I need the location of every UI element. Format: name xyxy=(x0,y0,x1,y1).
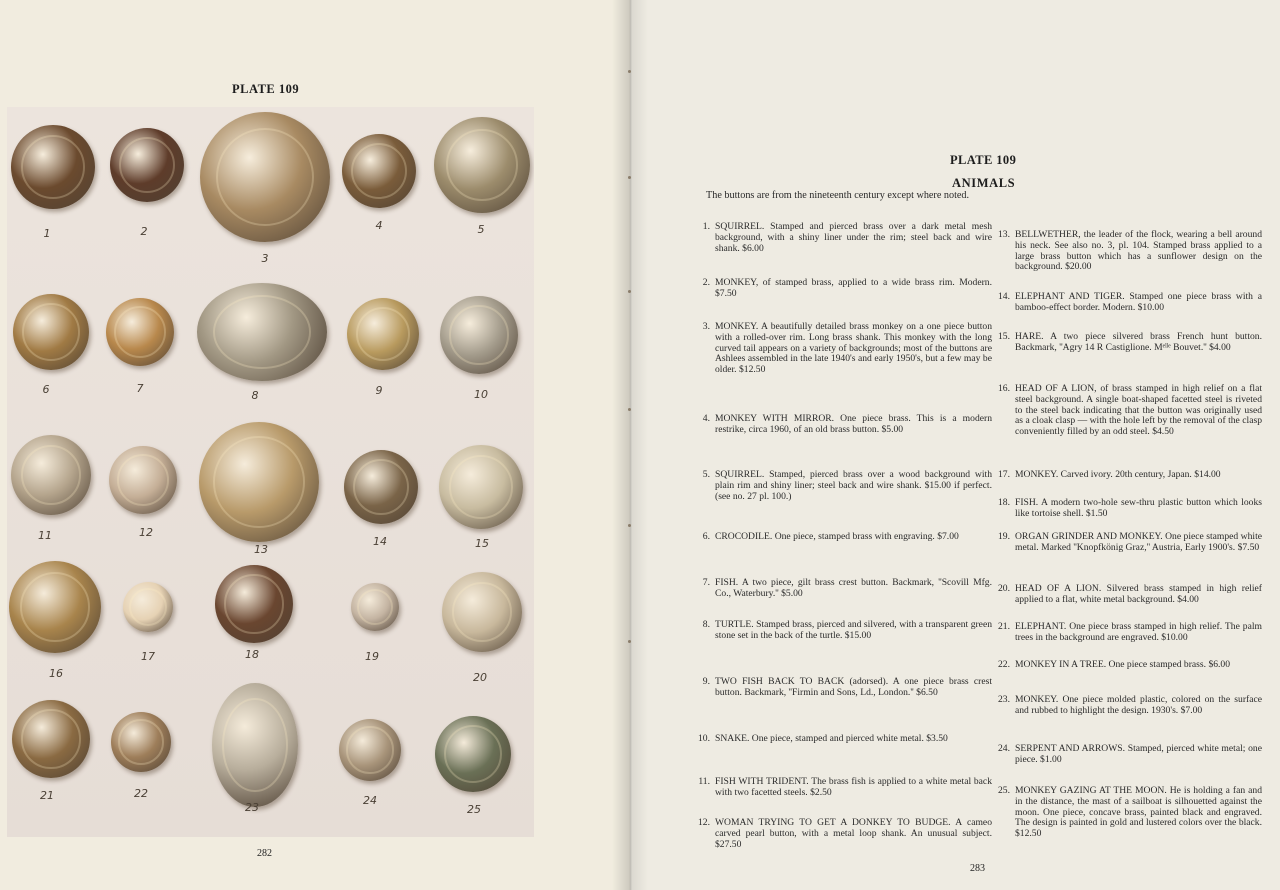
section-title: ANIMALS xyxy=(952,176,1016,190)
entry-text: MONKEY IN A TREE. One piece stamped brass. $6.00 xyxy=(1015,659,1231,670)
button-number: 18 xyxy=(245,648,259,661)
button-image xyxy=(111,712,171,772)
button-number: 25 xyxy=(467,803,481,816)
entry-number: 8. xyxy=(702,619,710,630)
entry-4 xyxy=(692,414,992,436)
entry-text: FISH. A two piece, gilt brass crest button. Backmark, ''Scovill Mfg. Co., Waterbury.'' $5.00 xyxy=(715,577,992,599)
button-image xyxy=(11,435,91,515)
entry-text: TURTLE. Stamped brass, pierced and silvered, with a transparent green stone set in the back of the turtle. $15.00 xyxy=(715,619,992,641)
entry-13 xyxy=(992,230,1262,273)
entry-number: 23. xyxy=(998,694,1010,705)
button-image xyxy=(9,561,101,653)
button-image xyxy=(439,445,523,529)
left-page xyxy=(0,0,630,890)
page-number-right: 283 xyxy=(970,863,985,874)
button-image xyxy=(351,583,399,631)
button-number: 19 xyxy=(365,650,379,663)
entry-text: SQUIRREL. Stamped, pierced brass over a wood background with plain rim and shiny liner; steel back and wire shank. $15.00 if perfect. (see no. 27 pl. 100.) xyxy=(715,469,992,502)
entry-number: 6. xyxy=(702,531,710,542)
entry-18 xyxy=(992,498,1262,520)
entry-text: MONKEY. Carved ivory. 20th century, Japan. $14.00 xyxy=(1015,469,1221,480)
button-number: 14 xyxy=(373,535,387,548)
button-number: 16 xyxy=(49,667,63,680)
entry-text: WOMAN TRYING TO GET A DONKEY TO BUDGE. A cameo carved pearl button, with a metal loop shank. An unusual subject. $27.50 xyxy=(715,817,992,850)
entry-25 xyxy=(992,786,1262,840)
button-number: 9 xyxy=(375,384,383,397)
button-image xyxy=(123,582,173,632)
button-number: 5 xyxy=(477,223,485,236)
binding-hole xyxy=(628,408,631,411)
entry-text: CROCODILE. One piece, stamped brass with engraving. $7.00 xyxy=(715,531,959,542)
entry-15 xyxy=(992,332,1262,354)
entry-number: 17. xyxy=(998,469,1010,480)
binding-hole xyxy=(628,290,631,293)
entry-number: 14. xyxy=(998,291,1010,302)
button-image xyxy=(11,125,95,209)
intro-text: The buttons are from the nineteenth century except where noted. xyxy=(706,190,970,201)
plate-title: PLATE 109 xyxy=(950,153,1017,167)
button-number: 20 xyxy=(473,671,487,684)
button-image xyxy=(347,298,419,370)
button-image xyxy=(197,283,327,381)
entry-24 xyxy=(992,744,1262,766)
entry-text: SQUIRREL. Stamped and pierced brass over a dark metal mesh background, with a shiny liner under the rim; steel back and wire shank. $6.00 xyxy=(715,221,992,254)
button-number: 13 xyxy=(254,543,268,556)
button-image xyxy=(110,128,184,202)
button-number: 11 xyxy=(38,529,52,542)
entry-text: FISH. A modern two-hole sew-thru plastic button which looks like tortoise shell. $1.50 xyxy=(1015,497,1262,519)
button-image xyxy=(212,683,298,808)
entry-number: 25. xyxy=(998,785,1010,796)
entry-1 xyxy=(692,222,992,254)
entry-23 xyxy=(992,695,1262,717)
button-number: 6 xyxy=(42,383,50,396)
entry-text: ELEPHANT AND TIGER. Stamped one piece brass with a bamboo-effect border. Modern. $10.00 xyxy=(1015,291,1262,313)
entry-text: HEAD OF A LION, of brass stamped in high relief on a flat steel background. A single boat-shaped facetted steel is riveted to the steel back indicating that the button was originally used as a cloak clasp — with the hole left by the removal of the clasp conveniently filled by an odd steel. $4.50 xyxy=(1015,383,1262,438)
button-image xyxy=(440,296,518,374)
entry-number: 1. xyxy=(702,221,710,232)
button-number: 2 xyxy=(140,225,148,238)
entry-number: 9. xyxy=(702,676,710,687)
button-image xyxy=(339,719,401,781)
button-number: 24 xyxy=(363,794,377,807)
entry-text: HEAD OF A LION. Silvered brass stamped in high relief applied to a flat, white metal background. $4.00 xyxy=(1015,583,1262,605)
entry-8 xyxy=(692,620,992,642)
entry-text: MONKEY WITH MIRROR. One piece brass. This is a modern restrike, circa 1960, of an old brass button. $5.00 xyxy=(715,413,992,435)
button-image xyxy=(200,112,330,242)
entry-number: 13. xyxy=(998,229,1010,240)
entry-3 xyxy=(692,322,992,376)
entry-21 xyxy=(992,622,1262,644)
entry-number: 24. xyxy=(998,743,1010,754)
binding-hole xyxy=(628,176,631,179)
button-image xyxy=(13,294,89,370)
book-gutter xyxy=(612,0,648,890)
right-page xyxy=(630,0,1280,890)
entry-20 xyxy=(992,584,1262,606)
button-image xyxy=(106,298,174,366)
button-image xyxy=(435,716,511,792)
entry-number: 7. xyxy=(702,577,710,588)
button-image xyxy=(109,446,177,514)
entry-number: 4. xyxy=(702,413,710,424)
plate-heading: PLATE 109 xyxy=(232,82,300,96)
entry-text: ELEPHANT. One piece brass stamped in high relief. The palm trees in the background are engraved. $10.00 xyxy=(1015,621,1262,643)
entry-9 xyxy=(692,677,992,699)
button-image xyxy=(342,134,416,208)
entry-text: BELLWETHER, the leader of the flock, wearing a bell around his neck. See also no. 3, pl. 104. Stamped brass applied to a large brass button which has a sunflower design on the background. $20.00 xyxy=(1015,229,1262,273)
entry-6 xyxy=(692,532,992,543)
button-photo xyxy=(7,107,534,837)
button-image xyxy=(344,450,418,524)
entry-number: 11. xyxy=(698,776,710,787)
button-number: 7 xyxy=(136,382,144,395)
entry-10 xyxy=(692,734,992,745)
entry-number: 12. xyxy=(698,817,710,828)
button-image xyxy=(12,700,90,778)
button-image xyxy=(434,117,530,213)
entry-number: 20. xyxy=(998,583,1010,594)
entry-text: MONKEY, of stamped brass, applied to a wide brass rim. Modern. $7.50 xyxy=(715,277,992,299)
binding-hole xyxy=(628,524,631,527)
entry-text: SNAKE. One piece, stamped and pierced white metal. $3.50 xyxy=(715,733,948,744)
button-number: 23 xyxy=(245,801,259,814)
entry-text: MONKEY GAZING AT THE MOON. He is holding a fan and in the distance, the mast of a sailboat is silhouetted against the moon. One piece, concave brass, painted black and engraved. The design is painted in gold and lustered colors over the black. $12.50 xyxy=(1015,785,1262,840)
binding-hole xyxy=(628,640,631,643)
entry-number: 19. xyxy=(998,531,1010,542)
button-number: 15 xyxy=(475,537,489,550)
entry-5 xyxy=(692,470,992,502)
entry-17 xyxy=(992,470,1262,481)
entry-number: 15. xyxy=(998,331,1010,342)
button-number: 8 xyxy=(251,389,259,402)
entry-11 xyxy=(692,777,992,799)
button-image xyxy=(215,565,293,643)
entry-text: FISH WITH TRIDENT. The brass fish is applied to a white metal back with two facetted steels. $2.50 xyxy=(715,776,992,798)
entry-number: 5. xyxy=(702,469,710,480)
entry-number: 21. xyxy=(998,621,1010,632)
entry-22 xyxy=(992,660,1262,671)
entry-16 xyxy=(992,384,1262,438)
button-number: 22 xyxy=(134,787,148,800)
entry-text: MONKEY. A beautifully detailed brass monkey on a one piece button with a rolled-over rim. Long brass shank. This monkey with the long curved tail appears on a variety of backgrounds; most of the buttons are Ashlees assembled in the late 1940's and early 1950's, but a few may be older. $12.50 xyxy=(715,321,992,376)
button-number: 3 xyxy=(261,252,269,265)
entry-text: ORGAN GRINDER AND MONKEY. One piece stamped white metal. Marked ''Knopfkönig Graz,'' Austria, Early 1900's. $7.50 xyxy=(1015,531,1262,553)
page-number-left: 282 xyxy=(257,848,272,859)
entry-text: HARE. A two piece silvered brass French hunt button. Backmark, ''Agry 14 R Castiglione. Mᵉˡˡᵉ Bouvet.'' $4.00 xyxy=(1015,331,1262,353)
button-image xyxy=(199,422,319,542)
button-number: 12 xyxy=(139,526,153,539)
entry-text: SERPENT AND ARROWS. Stamped, pierced white metal; one piece. $1.00 xyxy=(1015,743,1262,765)
button-image xyxy=(442,572,522,652)
button-number: 17 xyxy=(141,650,155,663)
entry-number: 3. xyxy=(702,321,710,332)
button-number: 4 xyxy=(375,219,383,232)
entry-number: 22. xyxy=(998,659,1010,670)
binding-hole xyxy=(628,70,631,73)
entry-text: TWO FISH BACK TO BACK (adorsed). A one piece brass crest button. Backmark, ''Firmin and Sons, Ld., London.'' $6.50 xyxy=(715,676,992,698)
entry-number: 16. xyxy=(998,383,1010,394)
entry-number: 18. xyxy=(998,497,1010,508)
button-number: 1 xyxy=(43,227,51,240)
entry-7 xyxy=(692,578,992,600)
entry-number: 10. xyxy=(698,733,710,744)
entry-text: MONKEY. One piece molded plastic, colored on the surface and rubbed to highlight the design. 1930's. $7.00 xyxy=(1015,694,1262,716)
entry-19 xyxy=(992,532,1262,554)
entry-14 xyxy=(992,292,1262,314)
button-number: 21 xyxy=(40,789,54,802)
entry-12 xyxy=(692,818,992,850)
button-number: 10 xyxy=(474,388,488,401)
entry-2 xyxy=(692,278,992,300)
entry-number: 2. xyxy=(702,277,710,288)
